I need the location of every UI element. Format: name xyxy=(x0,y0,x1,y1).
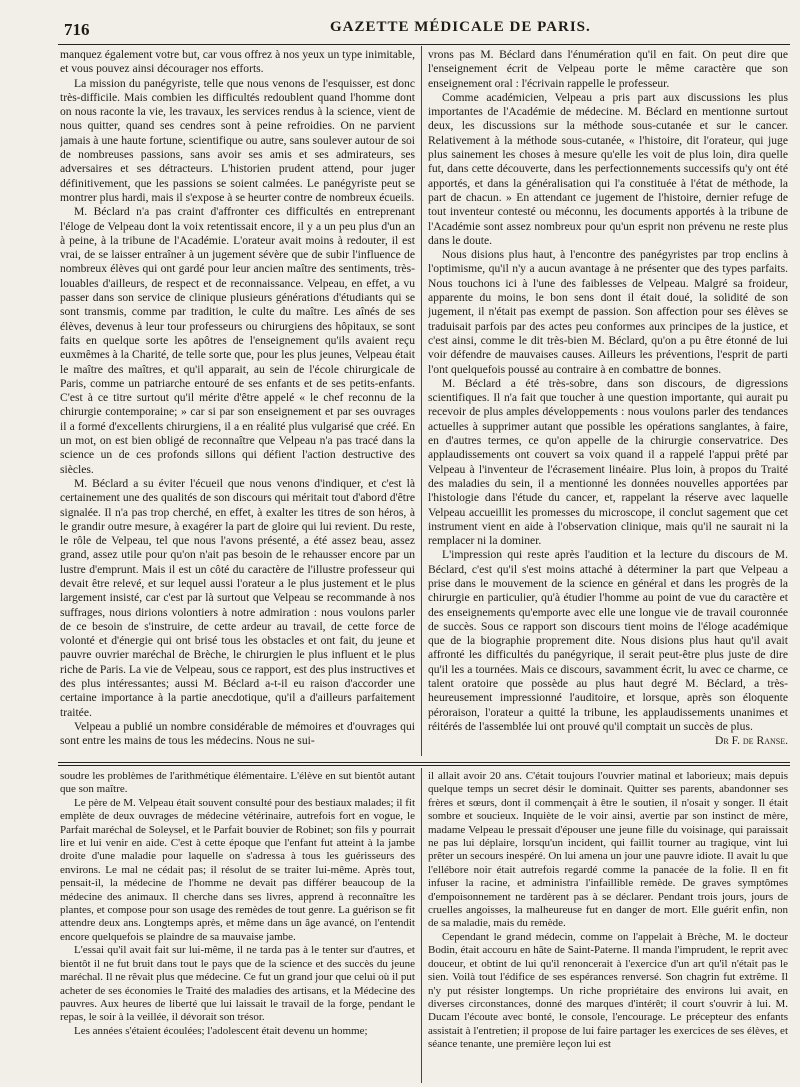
paragraph: Nous disions plus haut, à l'encontre des panégyristes par trop enclins à l'optimisme, qu'il n'y a aucun avantage à ne présenter que des types parfaits. Nous touchons ici à l'une des faiblesses de Velpeau. Malgré sa froideur, apparente du moins, le bon sens dont il était doué, la solidité de son jugement, il n'était pas exempt de passion. Son affection pour ses élèves se traduisait parfois par des actes peu conformes aux principes de la justice, et c'est ainsi, comme le dit très-bien M. Béclard, qu'on a pu être étonné de lui voir défendre de mauvaises causes. Ailleurs les préventions, l'esprit de parti l'ont quelquefois poussé au contraire à en combattre de bonnes. xyxy=(428,248,788,376)
column-divider-top xyxy=(421,46,422,756)
feuilleton-left-column xyxy=(60,770,415,1084)
paragraph: L'essai qu'il avait fait sur lui-même, il ne tarda pas à le tenter sur d'autres, et bientôt il ne fut bruit dans tout le pays que de la science et des succès du jeune maréchal. Il ne rêvait plus que médecine. Ce fut un grand jour que celui où il put acheter de ses économies le Traité des maladies des artisans, et la Médecine des pauvres. Aux heures de liberté que lui laissait le travail de la forge, pendant le repas, le soir à la veillée, il dévorait son trésor. xyxy=(60,944,415,1024)
column-divider-bottom xyxy=(421,768,422,1083)
paragraph: Les années s'étaient écoulées; l'adolescent était devenu un homme; xyxy=(74,1024,368,1037)
paragraph: Le père de M. Velpeau était souvent consulté pour des bestiaux malades; il fit emplète de deux ouvrages de médecine vétérinaire, autrefois fort en vogue, le Parfait maréchal de Soleysel, et le Parfait bouvier de Robinet; son fils y pourrait lire et lui venir en aide. C'est à cette époque que l'enfant fut atteint à la jambe droite d'une maladie pour laquelle on s'adressa à tous les guérisseurs des environs. Le mal ne cédait pas; il résolut de se traiter lui-même. Après tout, pensait-il, la médecine de l'homme ne devait pas différer beaucoup de la médecine des animaux. Il cherche dans ses livres, apprend à reconnaître les plantes, et compose pour son usage des remèdes de tout genre. La guérison se fit attendre deux ans. Longtemps après, et même dans un âge avancé, on l'entendit encore quelquefois se plaindre de sa mauvaise jambe. xyxy=(60,796,415,943)
paragraph: La mission du panégyriste, telle que nous venons de l'esquisser, est donc très-difficile. Mais combien les difficultés redoublent quand l'homme dont on nous raconte la vie, les travaux, les services rendus à la science, vient de nous quitter, quand ses cendres sont à peine refroidies. On ne parvient jamais à une haute fortune, scientifique ou autre, sans soulever autour de soi de nombreuses passions, sans avoir ses amis et ses admirateurs, ses adversaires et ses détracteurs. L'historien prudent attend, pour juger définitivement, que les passions se soient calmées. Le panégyriste peut se montrer plus hardi, mais il s'expose à se heurter contre de nombreux écueils. xyxy=(60,76,415,204)
page-number: 716 xyxy=(64,20,90,39)
paragraph: vrons pas M. Béclard dans l'énumération qu'il en fait. On peut dire que l'enseignement écrit de Velpeau porte le même caractère que son enseignement oral : l'écrivain rappelle le professeur. xyxy=(428,48,788,90)
paragraph: L'impression qui reste après l'audition et la lecture du discours de M. Béclard, c'est qu'il s'est moins attaché à déterminer la part que Velpeau a prise dans le mouvement de la science en général et dans les progrès de la chirurgie en particulier, qu'à étudier l'homme au point de vue du caractère et des enseignements qu'emporte avec elle une longue vie de travail couronnée de succès. Sous ce rapport son discours tient moins de l'éloge académique que de la biographie proprement dite. Nous disions plus haut qu'il avait affronté les difficultés du panégyrique, il serait peut-être plus juste de dire qu'il les a tournées. Mais ce discours, savamment écrit, lu avec ce charme, ce talent oratoire que possède au plus haut degré M. Béclard, a très-heureusement impressionné l'auditoire, et lorsque, après son éloquente péroraison, l'orateur a quitté la tribune, les applaudissements unanimes et réitérés de l'assemblée lui ont prouvé qu'il comptait un succès de plus. xyxy=(428,548,788,733)
feuilleton-right-column xyxy=(428,770,788,1084)
article-right-column xyxy=(428,48,788,760)
page-header xyxy=(0,0,800,42)
paragraph: M. Béclard a su éviter l'écueil que nous venons d'indiquer, et c'est là certainement une des qualités de son discours qui méritait tout d'abord d'être signalée. Il n'a pas trop cherché, en effet, à exalter les titres de son héros, à le grandir outre mesure, à exagérer la part de gloire qui lui revient. Du reste, le rôle de Velpeau, tel que nous l'avons présenté, a été assez beau, assez grand, assez utile pour qu'on n'ait pas besoin de le rehausser encore par un lustre d'emprunt. Mais il est un côté du caractère de l'illustre professeur qui devait être relevé, et sur lequel aussi l'orateur a le plus justement et le plus largement insisté, car c'est par là surtout que Velpeau se recommande à nos suffrages, nous dirions volontiers à notre admiration : nous voulons parler de ce besoin de s'instruire, de cette ardeur au travail, de cette force de volonté et d'énergie qui ont brisé tous les obstacles et ont fait, du jeune et pauvre ouvrier maréchal de Brèche, le chirurgien le plus influent et le plus riche de Paris. La vie de Velpeau, sous ce rapport, est des plus instructives et des plus intéressantes; aussi M. Béclard a-t-il eu raison d'accorder une certaine importance à la partie anecdotique, qu'il a d'ailleurs parfaitement traitée. xyxy=(60,476,415,719)
header-rule xyxy=(58,44,790,45)
paragraph: il allait avoir 20 ans. C'était toujours l'ouvrier matinal et laborieux; mais depuis quelque temps un secret désir le dominait. Quitter ses parents, abandonner ses frères et sœurs, dont il commençait à être le soutien, il n'osait y songer. Il était sombre et soucieux. Inquiète de le voir ainsi, avertie par son instinct de mère, madame Velpeau le pressait d'épouser une jeune fille du voisinage, qui paraissait ne pas lui déplaire, lorsqu'un incident, qui faillit tourner au tragique, vint lui prêter un secours inespéré. On lui amena un jour une pauvre idiote. Il avait lu que l'ellébore noir était autrefois regardé comme la panacée de la folie. Il en fit infuser la racine, et administra l'infaillible remède. De graves symptômes d'empoisonnement ne tardèrent pas à se déclarer. Pendant trois jours, jours de cruelles angoisses, la malheureuse fut en danger de mort. Elle guérit enfin, non de sa maladie, mais du remède. xyxy=(428,770,788,930)
feuilleton-rule-double xyxy=(58,765,790,766)
article-left-column xyxy=(60,48,415,760)
running-title: GAZETTE MÉDICALE DE PARIS. xyxy=(330,19,591,35)
feuilleton-rule xyxy=(58,762,790,763)
paragraph: Cependant le grand médecin, comme on l'appelait à Brèche, M. le docteur Bodin, était accouru en hâte de Saint-Paterne. Il manda l'imprudent, le reprit avec douceur, et obtint de lui qu'il renoncerait à l'exercice d'un art qu'il n'était pas le sien. Voilà tout l'édifice de ses espérances renversé. Son chagrin fut extrême. Il n'y put résister longtemps. Un riche propriétaire des environs lui avait, en diverses circonstances, donné des marques d'intérêt; il court s'ouvrir à lui. M. Ducam l'écoute avec bonté, le console, l'encourage. Le précepteur des enfants assistait à l'entretien; il propose de lui faire partager les exercices de ses élèves, et séance tenante, une première leçon lui est xyxy=(428,930,788,1051)
paragraph: M. Béclard a été très-sobre, dans son discours, de digressions scientifiques. Il n'a fait que toucher à une question importante, qui aurait pu recevoir de plus amples développements : nous voulons parler des tendances actuelles à supprimer autant que possible les opérations sanglantes, à faire, en d'autres termes, ce qu'on appelle de la chirurgie conservatrice. Des applaudissements ont couvert sa voix quand il a rappelé l'appui prêté par Velpeau à l'inventeur de l'écrasement linéaire. Plus loin, à propos du Traité des maladies du sein, il a mentionné les données nouvelles apportées par l'histologie dans l'étude du cancer, et, rappelant la réserve avec laquelle Velpeau accueillit les promesses du microscope, il conclut sagement que cet instrument vient en aide à l'observation clinique, mais qu'il ne saurait ni la remplacer ni la dominer. xyxy=(428,376,788,548)
paragraph: Velpeau a publié un nombre considérable de mémoires et d'ouvrages qui sont entre les mains de tous les médecins. Nous ne sui- xyxy=(60,719,415,748)
paragraph: Comme académicien, Velpeau a pris part aux discussions les plus importantes de l'Académie de médecine. M. Béclard en mentionne surtout deux, les discussions sur la méthode sous-cutanée et sur le cancer. Relativement à la méthode sous-cutanée, « l'histoire, dit l'orateur, qui juge plus sainement les choses à mesure qu'elle les voit de plus loin, dira quelle fut, dans cette découverte, dans les perfectionnements successifs qu'y ont été apportés, et dans la généralisation qui l'a constituée à l'état de méthode, la part de chacun. » En attendant ce jugement de l'histoire, dernier refuge de tout inventeur contesté ou méconnu, les documents apportés à la tribune de l'Académie sont assez nombreux pour qu'un esprit non prévenu ne reste plus dans le doute. xyxy=(428,90,788,247)
paragraph: M. Béclard n'a pas craint d'affronter ces difficultés en entreprenant l'éloge de Velpeau dont la voix retentissait encore, il y a un peu plus d'un an à peine, à la tribune de l'Académie. L'orateur avait moins à redouter, il est vrai, de se laisser entraîner à un jugement sévère que de subir l'influence de nombreux élèves qui ont gardé pour leur ancien maître des sentiments, très-louables d'ailleurs, de respect et de reconnaissance. Velpeau, en effet, a vu passer dans son service de clinique plusieurs générations d'étudiants qui se sont transmis, comme par tradition, le culte du maître. Les aînés de ses élèves, devenus à leur tour professeurs ou chirurgiens des hôpitaux, se sont faits en quelque sorte les apôtres de l'enseignement qu'ils avaient reçu euxmêmes à la Charité, de telle sorte que, pour les plus jeunes, Velpeau était le maître des maîtres, et qu'il apparait, au sein de l'école chirurgicale de Paris, comme un patriarche entouré de ses enfants et de ses petits-enfants. C'est à ce titre surtout qu'il mérite d'être appelé « le chef reconnu de la chirurgie contemporaine; » car si par son enseignement et par ses ouvrages il a formé d'excellents chirurgiens, il a en réalité plus vulgarisé que créé. En un mot, on est bien obligé de reconnaître que Velpeau n'a pas tracé dans la science un de ces profonds sillons qui défient l'action destructive des siècles. xyxy=(60,205,415,476)
author-signature: Dr F. de Ranse. xyxy=(714,734,788,748)
paragraph: soudre les problèmes de l'arithmétique élémentaire. L'élève en sut bientôt autant que son maître. xyxy=(60,770,415,796)
paragraph: manquez également votre but, car vous offrez à nos yeux un type inimitable, et vous pouvez ainsi décourager nos efforts. xyxy=(60,48,415,76)
